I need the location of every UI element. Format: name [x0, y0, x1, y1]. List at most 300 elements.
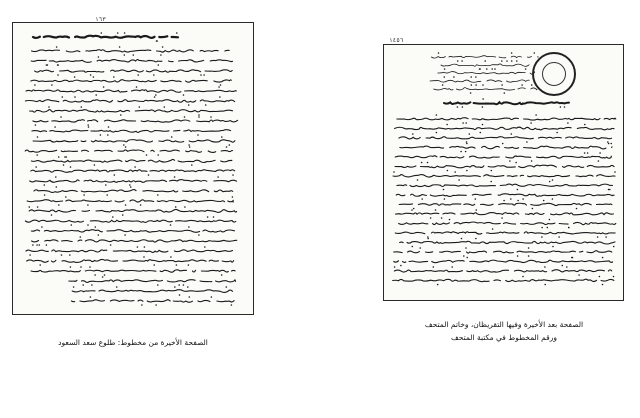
diacritic-dot [191, 164, 193, 166]
diacritic-dot [64, 156, 66, 158]
diacritic-dot [471, 84, 473, 86]
diacritic-dot [552, 179, 554, 181]
diacritic-dot [210, 116, 212, 118]
diacritic-dot [65, 196, 67, 198]
diacritic-dot [599, 276, 601, 278]
diacritic-dot [421, 162, 423, 164]
diacritic-dot [73, 286, 75, 288]
diacritic-dot [102, 276, 104, 278]
diacritic-dot [226, 146, 228, 148]
diacritic-dot [599, 152, 601, 154]
handwritten-line [396, 194, 614, 197]
diacritic-dot [93, 76, 95, 78]
diacritic-dot [441, 217, 443, 219]
diacritic-dot [462, 122, 464, 124]
diacritic-dot [501, 84, 503, 86]
diacritic-dot [482, 84, 484, 86]
diacritic-dot [217, 176, 219, 178]
handwritten-line [400, 241, 615, 244]
diacritic-dot [197, 134, 199, 136]
diacritic-dot [124, 234, 126, 236]
diacritic-dot [476, 209, 478, 211]
diacritic-dot [400, 265, 402, 267]
diacritic-dot [457, 106, 459, 108]
diacritic-dot [69, 254, 71, 256]
handwritten-line [25, 100, 234, 103]
diacritic-dot [556, 132, 558, 134]
diacritic-dot [155, 94, 157, 96]
diacritic-dot [89, 266, 91, 268]
handwritten-line [431, 56, 538, 58]
diacritic-dot [558, 236, 560, 238]
diacritic-dot [412, 246, 414, 248]
handwritten-line [395, 156, 611, 159]
diacritic-dot [87, 204, 89, 206]
handwritten-line [25, 220, 235, 222]
diacritic-dot [451, 266, 453, 268]
diacritic-dot [531, 160, 533, 162]
right-manuscript-scan [384, 45, 623, 300]
diacritic-dot [120, 114, 122, 116]
diacritic-dot [482, 106, 484, 108]
diacritic-dot [394, 266, 396, 268]
handwritten-line [26, 250, 233, 253]
diacritic-dot [609, 189, 611, 191]
diacritic-dot [597, 236, 599, 238]
diacritic-dot [443, 189, 445, 191]
diacritic-dot [466, 141, 468, 143]
diacritic-dot [112, 216, 114, 218]
handwritten-line [395, 232, 615, 234]
diacritic-dot [232, 174, 234, 176]
diacritic-dot [475, 76, 477, 78]
diacritic-dot [435, 209, 437, 211]
diacritic-dot [221, 136, 223, 138]
diacritic-dot [125, 204, 127, 206]
diacritic-dot [54, 126, 56, 128]
diacritic-dot [480, 132, 482, 134]
diacritic-dot [442, 84, 444, 86]
diacritic-dot [511, 133, 513, 135]
diacritic-dot [470, 92, 472, 94]
diacritic-dot [466, 143, 468, 145]
diacritic-dot [156, 40, 158, 42]
diacritic-dot [413, 208, 415, 210]
diacritic-dot [56, 46, 58, 48]
right-caption-line-1: الصفحة بعد الأخيرة وفيها التقريظان، وخاتم المتحف [424, 320, 584, 329]
diacritic-dot [501, 60, 503, 62]
diacritic-dot [501, 217, 503, 219]
diacritic-dot [83, 194, 85, 196]
diacritic-dot [528, 255, 530, 257]
diacritic-dot [541, 227, 543, 229]
diacritic-dot [532, 208, 534, 210]
diacritic-dot [511, 60, 513, 62]
diacritic-dot [461, 60, 463, 62]
handwritten-line [31, 230, 234, 233]
diacritic-dot [544, 284, 546, 286]
diacritic-dot [232, 196, 234, 198]
diacritic-dot [614, 171, 616, 173]
handwritten-line [30, 180, 242, 183]
diacritic-dot [221, 274, 223, 276]
diacritic-dot [58, 156, 60, 158]
diacritic-dot [602, 257, 604, 259]
diacritic-dot [198, 234, 200, 236]
diacritic-dot [101, 32, 103, 34]
right-caption [378, 318, 630, 344]
diacritic-dot [178, 284, 180, 286]
diacritic-dot [444, 68, 446, 70]
diacritic-dot [526, 141, 528, 143]
museum-stamp-seal [532, 52, 576, 96]
diacritic-dot [171, 136, 173, 138]
diacritic-dot [125, 146, 127, 148]
diacritic-dot [510, 198, 512, 200]
diacritic-dot [567, 122, 569, 124]
diacritic-dot [198, 116, 200, 118]
diacritic-dot [58, 204, 60, 206]
handwritten-line [26, 90, 236, 92]
diacritic-dot [504, 92, 506, 94]
diacritic-dot [547, 227, 549, 229]
diacritic-dot [47, 64, 49, 66]
diacritic-dot [94, 164, 96, 166]
diacritic-dot [584, 152, 586, 154]
handwritten-line [399, 222, 616, 225]
diacritic-dot [475, 198, 477, 200]
diacritic-dot [130, 186, 132, 188]
diacritic-dot [454, 171, 456, 173]
handwritten-line [33, 36, 178, 38]
diacritic-dot [184, 116, 186, 118]
handwritten-line [430, 80, 529, 82]
diacritic-dot [140, 204, 142, 206]
diacritic-dot [205, 104, 207, 106]
handwritten-line [29, 209, 236, 212]
diacritic-dot [198, 114, 200, 116]
diacritic-dot [154, 96, 156, 98]
diacritic-dot [549, 181, 551, 183]
diacritic-dot [543, 200, 545, 202]
handwritten-line [395, 127, 615, 130]
diacritic-dot [74, 76, 76, 78]
handwritten-line [32, 50, 235, 52]
diacritic-dot [123, 144, 125, 146]
diacritic-dot [80, 266, 82, 268]
diacritic-dot [44, 184, 46, 186]
diacritic-dot [503, 200, 505, 202]
diacritic-dot [479, 68, 481, 70]
diacritic-dot [226, 286, 228, 288]
diacritic-dot [90, 74, 92, 76]
diacritic-dot [433, 266, 435, 268]
diacritic-dot [506, 60, 508, 62]
handwritten-line [395, 213, 613, 215]
handwritten-line [31, 170, 235, 173]
diacritic-dot [462, 106, 464, 108]
handwritten-line [25, 150, 232, 153]
diacritic-dot [80, 236, 82, 238]
diacritic-dot [484, 60, 486, 62]
diacritic-dot [148, 174, 150, 176]
handwritten-line [444, 102, 569, 104]
diacritic-dot [517, 255, 519, 257]
diacritic-dot [37, 136, 39, 138]
diacritic-dot [189, 146, 191, 148]
diacritic-dot [157, 194, 159, 196]
diacritic-dot [220, 84, 222, 86]
handwritten-line [397, 118, 616, 120]
diacritic-dot [522, 198, 524, 200]
diacritic-dot [444, 76, 446, 78]
diacritic-dot [469, 133, 471, 135]
handwritten-line [394, 251, 612, 253]
diacritic-dot [51, 214, 53, 216]
diacritic-dot [584, 124, 586, 126]
diacritic-dot [36, 154, 38, 156]
diacritic-dot [136, 86, 138, 88]
diacritic-dot [100, 134, 102, 136]
diacritic-dot [605, 236, 607, 238]
diacritic-dot [449, 219, 451, 221]
diacritic-dot [502, 143, 504, 145]
diacritic-dot [528, 247, 530, 249]
handwritten-line [399, 203, 612, 205]
diacritic-dot [578, 274, 580, 276]
diacritic-dot [95, 226, 97, 228]
diacritic-dot [176, 264, 178, 266]
right-page-number: ١٤٥٦ [389, 37, 404, 44]
diacritic-dot [98, 56, 100, 58]
diacritic-dot [492, 228, 494, 230]
diacritic-dot [457, 60, 459, 62]
diacritic-dot [522, 276, 524, 278]
left-page-number: ١٦٣ [95, 16, 106, 23]
handwritten-line [393, 279, 614, 281]
diacritic-dot [598, 160, 600, 162]
diacritic-dot [509, 160, 511, 162]
diacritic-dot [48, 106, 50, 108]
diacritic-dot [119, 46, 121, 48]
diacritic-dot [108, 126, 110, 128]
diacritic-dot [183, 284, 185, 286]
diacritic-dot [213, 216, 215, 218]
diacritic-dot [143, 256, 145, 258]
diacritic-dot [427, 238, 429, 240]
diacritic-dot [453, 76, 455, 78]
diacritic-dot [564, 106, 566, 108]
diacritic-dot [437, 284, 439, 286]
diacritic-dot [55, 176, 57, 178]
diacritic-dot [530, 122, 532, 124]
diacritic-dot [427, 162, 429, 164]
diacritic-dot [162, 46, 164, 48]
handwritten-line [34, 190, 233, 193]
diacritic-dot [411, 209, 413, 211]
diacritic-dot [188, 144, 190, 146]
diacritic-dot [87, 224, 89, 226]
diacritic-dot [531, 84, 533, 86]
diacritic-dot [174, 286, 176, 288]
diacritic-dot [81, 106, 83, 108]
handwritten-line [400, 146, 612, 149]
diacritic-dot [491, 170, 493, 172]
diacritic-dot [82, 284, 84, 286]
diacritic-dot [490, 181, 492, 183]
diacritic-dot [460, 151, 462, 153]
diacritic-dot [36, 244, 38, 246]
diacritic-dot [535, 114, 537, 116]
diacritic-dot [560, 106, 562, 108]
diacritic-dot [60, 116, 62, 118]
diacritic-dot [110, 244, 112, 246]
diacritic-dot [153, 74, 155, 76]
diacritic-dot [39, 264, 41, 266]
diacritic-dot [587, 152, 589, 154]
diacritic-dot [106, 194, 108, 196]
diacritic-dot [562, 265, 564, 267]
diacritic-dot [211, 296, 213, 298]
right-caption-line-2: ورقم المخطوط في مكتبة المتحف [451, 333, 557, 342]
diacritic-dot [137, 74, 139, 76]
diacritic-dot [421, 198, 423, 200]
handwritten-line [394, 260, 613, 263]
handwritten-line [33, 120, 238, 123]
handwritten-line [438, 72, 535, 75]
diacritic-dot [116, 286, 118, 288]
diacritic-dot [90, 296, 92, 298]
diacritic-dot [475, 84, 477, 86]
diacritic-dot [486, 68, 488, 70]
diacritic-dot [521, 84, 523, 86]
handwritten-line [35, 70, 233, 72]
diacritic-dot [57, 64, 59, 66]
diacritic-dot [35, 124, 37, 126]
handwritten-line [69, 280, 236, 283]
diacritic-dot [113, 76, 115, 78]
diacritic-dot [566, 266, 568, 268]
diacritic-dot [475, 238, 477, 240]
diacritic-dot [458, 179, 460, 181]
diacritic-dot [94, 274, 96, 276]
diacritic-dot [70, 166, 72, 168]
diacritic-dot [41, 226, 43, 228]
handwritten-line [395, 165, 614, 168]
diacritic-dot [133, 54, 135, 56]
right-manuscript-handwriting [384, 45, 623, 300]
diacritic-dot [176, 32, 178, 34]
diacritic-dot [188, 226, 190, 228]
diacritic-dot [419, 247, 421, 249]
diacritic-dot [56, 186, 58, 188]
handwritten-line [31, 80, 231, 83]
diacritic-dot [141, 304, 143, 306]
handwritten-line [71, 300, 239, 303]
diacritic-dot [576, 208, 578, 210]
diacritic-dot [549, 219, 551, 221]
diacritic-dot [436, 114, 438, 116]
diacritic-dot [57, 74, 59, 76]
diacritic-dot [602, 284, 604, 286]
diacritic-dot [46, 244, 48, 246]
diacritic-dot [183, 94, 185, 96]
handwritten-line [397, 184, 613, 186]
diacritic-dot [104, 274, 106, 276]
diacritic-dot [470, 76, 472, 78]
diacritic-dot [461, 238, 463, 240]
left-manuscript-handwriting [13, 23, 253, 314]
diacritic-dot [184, 206, 186, 208]
handwritten-line [393, 175, 615, 177]
handwritten-line [31, 60, 232, 63]
diacritic-dot [88, 126, 90, 128]
diacritic-dot [613, 276, 615, 278]
diacritic-dot [70, 266, 72, 268]
diacritic-dot [572, 257, 574, 259]
handwritten-line [31, 159, 232, 162]
diacritic-dot [229, 144, 231, 146]
diacritic-dot [412, 133, 414, 135]
diacritic-dot [137, 246, 139, 248]
diacritic-dot [29, 254, 31, 256]
diacritic-dot [170, 224, 172, 226]
diacritic-dot [34, 84, 36, 86]
diacritic-dot [188, 264, 190, 266]
diacritic-dot [482, 98, 484, 100]
diacritic-dot [157, 284, 159, 286]
handwritten-line [399, 137, 615, 139]
diacritic-dot [107, 134, 109, 136]
diacritic-dot [39, 244, 41, 246]
diacritic-dot [114, 174, 116, 176]
diacritic-dot [494, 68, 496, 70]
handwritten-line [32, 130, 234, 133]
diacritic-dot [179, 294, 181, 296]
diacritic-dot [124, 54, 126, 56]
diacritic-dot [32, 244, 34, 246]
diacritic-dot [124, 32, 126, 34]
diacritic-dot [37, 206, 39, 208]
diacritic-dot [158, 64, 160, 66]
diacritic-dot [139, 106, 141, 108]
diacritic-dot [44, 194, 46, 196]
diacritic-dot [552, 246, 554, 248]
diacritic-dot [465, 247, 467, 249]
diacritic-dot [393, 171, 395, 173]
diacritic-dot [129, 184, 131, 186]
diacritic-dot [61, 254, 63, 256]
diacritic-dot [516, 60, 518, 62]
diacritic-dot [552, 198, 554, 200]
diacritic-dot [146, 154, 148, 156]
diacritic-dot [613, 246, 615, 248]
diacritic-dot [482, 124, 484, 126]
handwritten-line [30, 110, 233, 113]
diacritic-dot [29, 206, 31, 208]
diacritic-dot [35, 166, 37, 168]
diacritic-dot [608, 143, 610, 145]
diacritic-dot [491, 68, 493, 70]
diacritic-dot [203, 74, 205, 76]
handwritten-line [434, 88, 537, 90]
left-caption: الصفحة الأخيرة من مخطوط: طلوع سعد السعود [58, 338, 208, 347]
diacritic-dot [122, 214, 124, 216]
diacritic-dot [568, 227, 570, 229]
diacritic-dot [200, 74, 202, 76]
handwritten-line [31, 270, 235, 272]
diacritic-dot [189, 296, 191, 298]
